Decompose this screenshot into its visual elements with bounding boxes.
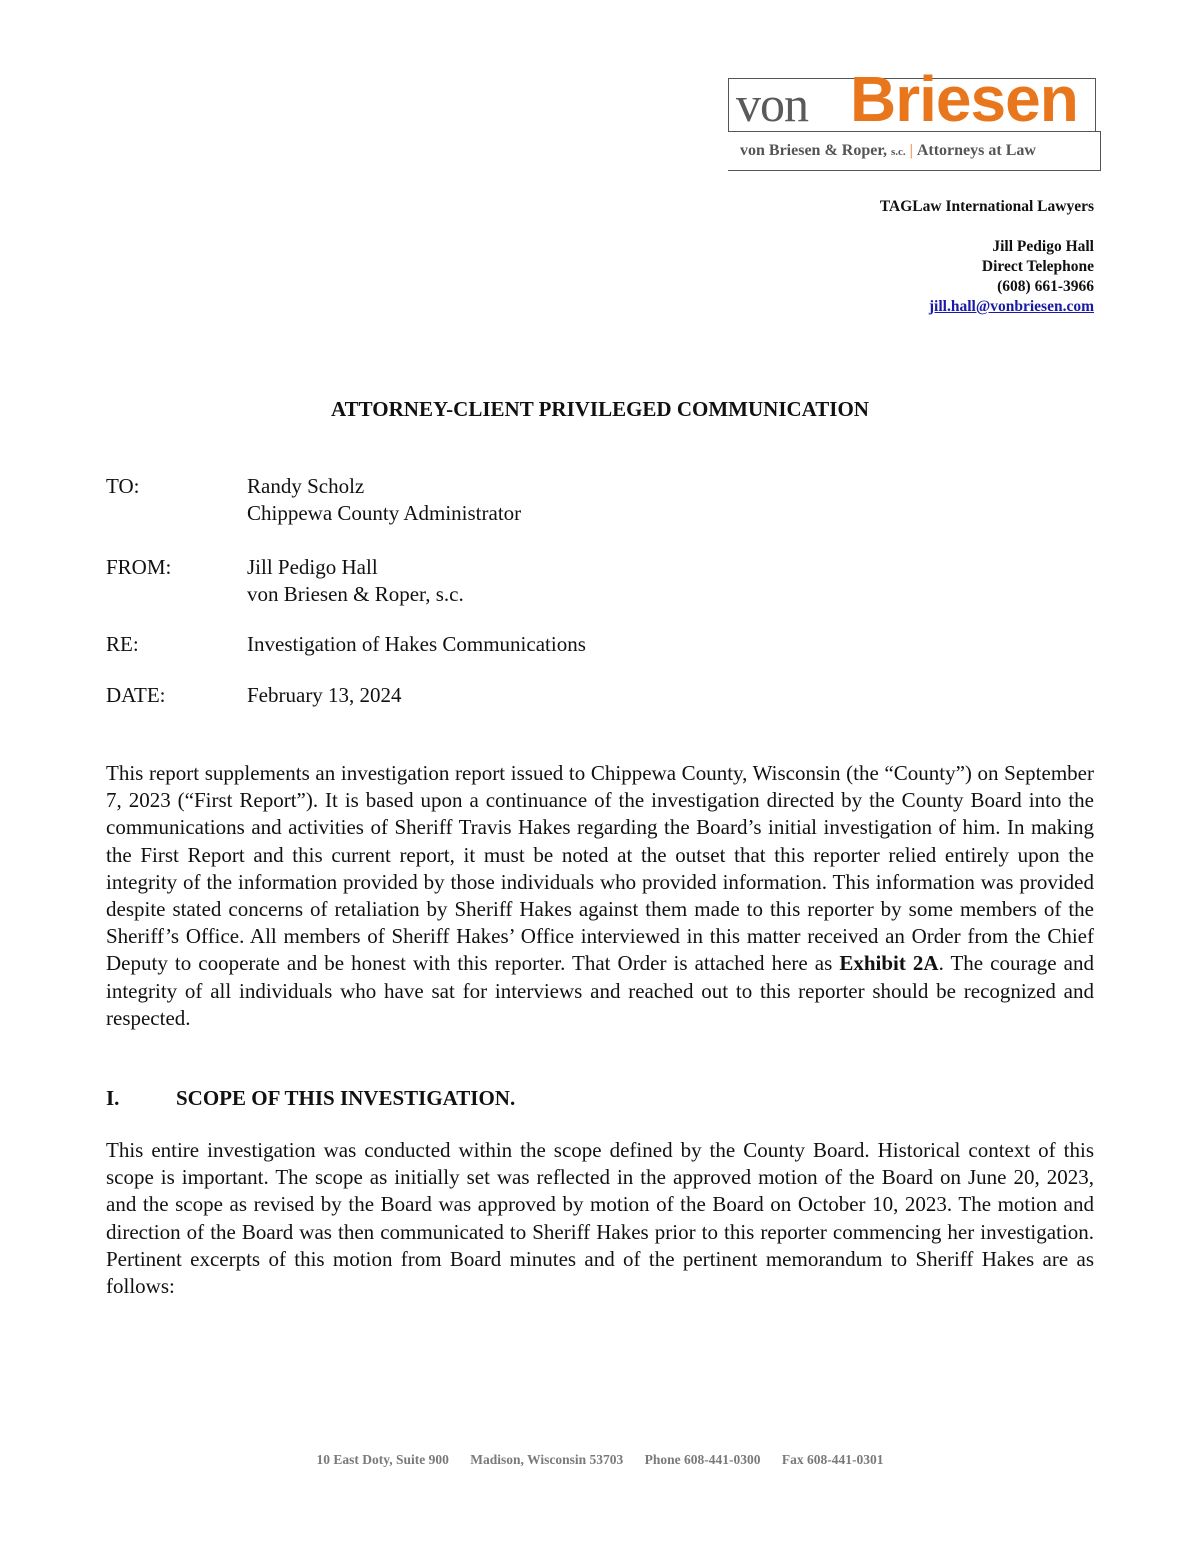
phone-label: Direct Telephone <box>981 258 1094 275</box>
section-heading <box>106 1085 515 1112</box>
phone-number: (608) 661-3966 <box>997 278 1094 295</box>
to-label: TO: <box>106 474 140 498</box>
logo-firm-name: von Briesen & Roper, <box>740 142 887 159</box>
re-label: RE: <box>106 632 139 656</box>
footer-city: Madison, Wisconsin 53703 <box>470 1452 624 1467</box>
memo-to-row <box>106 473 521 527</box>
logo-tagline-text: Attorneys at Law <box>916 142 1036 159</box>
logo-firm-suffix: s.c. <box>890 146 906 158</box>
firm-logo <box>728 63 1102 172</box>
from-firm: von Briesen & Roper, s.c. <box>247 582 464 606</box>
intro-paragraph <box>106 760 1094 1032</box>
privileged-heading: ATTORNEY-CLIENT PRIVILEGED COMMUNICATION <box>331 397 869 421</box>
contact-block <box>880 197 1094 317</box>
date-value: February 13, 2024 <box>247 683 402 707</box>
memo-re-row <box>106 631 586 658</box>
logo-separator: | <box>909 142 913 159</box>
memo-date-row <box>106 682 402 709</box>
intro-text-b: . The courage and integrity of all individuals who have sat for interviews and reached out to this reporter should be recognized and respected. <box>106 951 1094 1030</box>
footer-fax: Fax 608-441-0301 <box>781 1452 884 1467</box>
footer-phone: Phone 608-441-0300 <box>644 1452 761 1467</box>
logo-tagline-bar <box>728 131 1101 171</box>
section-number: I. <box>106 1086 120 1110</box>
section-title: SCOPE OF THIS INVESTIGATION. <box>176 1086 516 1110</box>
logo-tagline <box>740 141 1036 162</box>
from-label: FROM: <box>106 555 172 579</box>
memo-from-row <box>106 554 464 608</box>
date-label: DATE: <box>106 683 166 707</box>
from-name: Jill Pedigo Hall <box>247 555 378 579</box>
contact-name: Jill Pedigo Hall <box>992 238 1094 255</box>
page-footer <box>0 1452 1200 1468</box>
re-value: Investigation of Hakes Communications <box>247 632 586 656</box>
scope-paragraph: This entire investigation was conducted within the scope defined by the County Board. Historical context of this scope is important. The scope as initially set was reflected in the approved motion of the Board on June 20, 2023, and the scope as revised by the Board was approved by motion of the Board on October 10, 2023. The motion and direction of the Board was then communicated to Sheriff Hakes prior to this reporter commencing her investigation. Pertinent excerpts of this motion from Board minutes and of the pertinent memorandum to Sheriff Hakes are as follows: <box>106 1138 1094 1299</box>
intro-text-a: This report supplements an investigation report issued to Chippewa County, Wisconsin (the “County”) on September 7, 2023 (“First Report”). It is based upon a continuance of the investigation directed by the County Board into the communications and activities of Sheriff Travis Hakes regarding the Board’s initial investigation of him. In making the First Report and this current report, it must be noted at the outset that this reporter relied entirely upon the integrity of the information provided by those individuals who provided information. This information was provided despite stated concerns of retaliation by Sheriff Hakes against them made to this reporter by some members of the Sheriff’s Office. All members of Sheriff Hakes’ Office interviewed in this matter received an Order from the Chief Deputy to cooperate and be honest with this reporter. That Order is attached here as <box>106 761 1094 976</box>
footer-address: 10 East Doty, Suite 900 <box>316 1452 449 1467</box>
network-name: TAGLaw International Lawyers <box>879 198 1094 215</box>
exhibit-reference: Exhibit 2A <box>839 951 939 976</box>
logo-briesen-text: Briesen <box>850 63 1078 135</box>
to-name: Randy Scholz <box>247 474 365 498</box>
logo-von-text: von <box>736 76 808 132</box>
email-link[interactable]: jill.hall@vonbriesen.com <box>928 298 1094 315</box>
to-title: Chippewa County Administrator <box>247 501 522 525</box>
